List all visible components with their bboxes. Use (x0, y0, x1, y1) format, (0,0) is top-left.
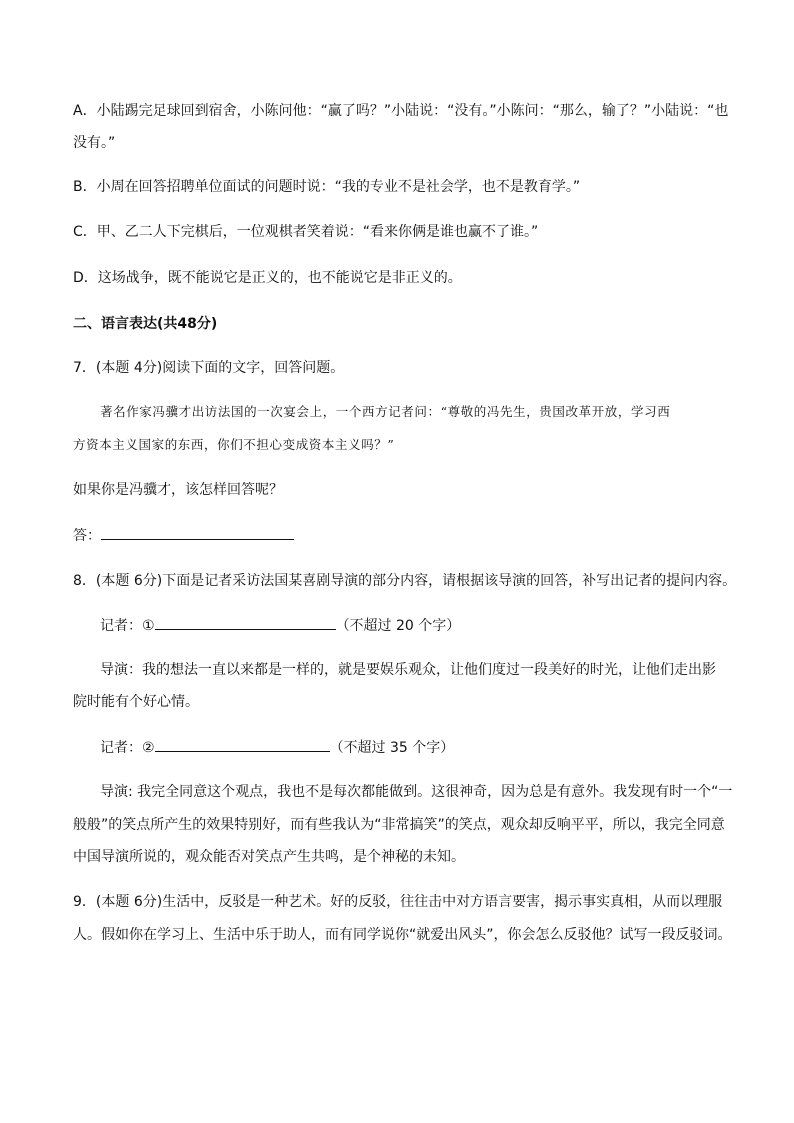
reporter2-blank[interactable] (155, 737, 330, 752)
q7-passage-line1: 著名作家冯骥才出访法国的一次宴会上，一个西方记者问：“尊敬的冯先生，贵国改革开放，学习西 (100, 404, 671, 419)
q7-question: 如果你是冯骥才，该怎样回答呢？ (73, 482, 283, 498)
option-a-line2: 没有。” (73, 135, 116, 151)
q8-reporter1-row (100, 615, 460, 636)
q8-director1-line2: 院时能有个好心情。 (73, 694, 199, 710)
q8-director2-line3: 中国导演所说的，观众能否对笑点产生共鸣，是个神秘的未知。 (73, 849, 465, 865)
q8-director1-line1: 导演：我的想法一直以来都是一样的，就是要娱乐观众，让他们度过一段美好的时光，让他们走出影 (100, 662, 716, 678)
option-b: B．小周在回答招聘单位面试的问题时说：“我的专业不是社会学，也不是教育学。” (73, 179, 581, 195)
q8-director2-line2: 般般”的笑点所产生的效果特别好，而有些我认为“非常搞笑”的笑点，观众却反响平平，所以，我完全同意 (73, 817, 725, 833)
option-c: C．甲、乙二人下完棋后，一位观棋者笑着说：“看来你俩是谁也赢不了谁。” (73, 224, 539, 240)
reporter1-label: 记者：① (100, 618, 155, 634)
q7-passage-line2: 方资本主义国家的东西，你们不担心变成资本主义吗？” (73, 437, 395, 452)
option-a-line1: A．小陆踢完足球回到宿舍，小陈问他：“赢了吗？”小陆说：“没有。”小陈问：“那么，输了？”小陆说：“也 (73, 103, 729, 119)
reporter2-label: 记者：② (100, 740, 155, 756)
reporter1-blank[interactable] (155, 615, 336, 630)
q8-director2-line1: 导演: 我完全同意这个观点，我也不是每次都能做到。这很神奇，因为总是有意外。我发现有时一个“一 (100, 784, 733, 800)
answer-blank[interactable] (101, 525, 294, 540)
q9-line1: 9．(本题 6分)生活中，反驳是一种艺术。好的反驳，往往击中对方语言要害，揭示事实真相，从而以理服 (73, 894, 723, 910)
q9-line2: 人。假如你在学习上、生活中乐于助人，而有同学说你“就爱出风头”，你会怎么反驳他？试写一段反驳词。 (73, 927, 732, 943)
option-d: D．这场战争，既不能说它是正义的，也不能说它是非正义的。 (73, 270, 462, 286)
reporter2-limit: （不超过 35 个字） (329, 740, 455, 756)
q8-reporter2-row (100, 737, 454, 758)
answer-label: 答： (73, 528, 101, 544)
section-heading: 二、语言表达(共48分) (73, 316, 218, 332)
reporter1-limit: （不超过 20 个字） (335, 618, 461, 634)
q8-stem: 8．(本题 6分)下面是记者采访法国某喜剧导演的部分内容，请根据该导演的回答，补写出记者的提问内容。 (73, 573, 737, 589)
q7-stem: 7．(本题 4分)阅读下面的文字，回答问题。 (73, 360, 345, 376)
q7-answer-row (73, 525, 294, 546)
